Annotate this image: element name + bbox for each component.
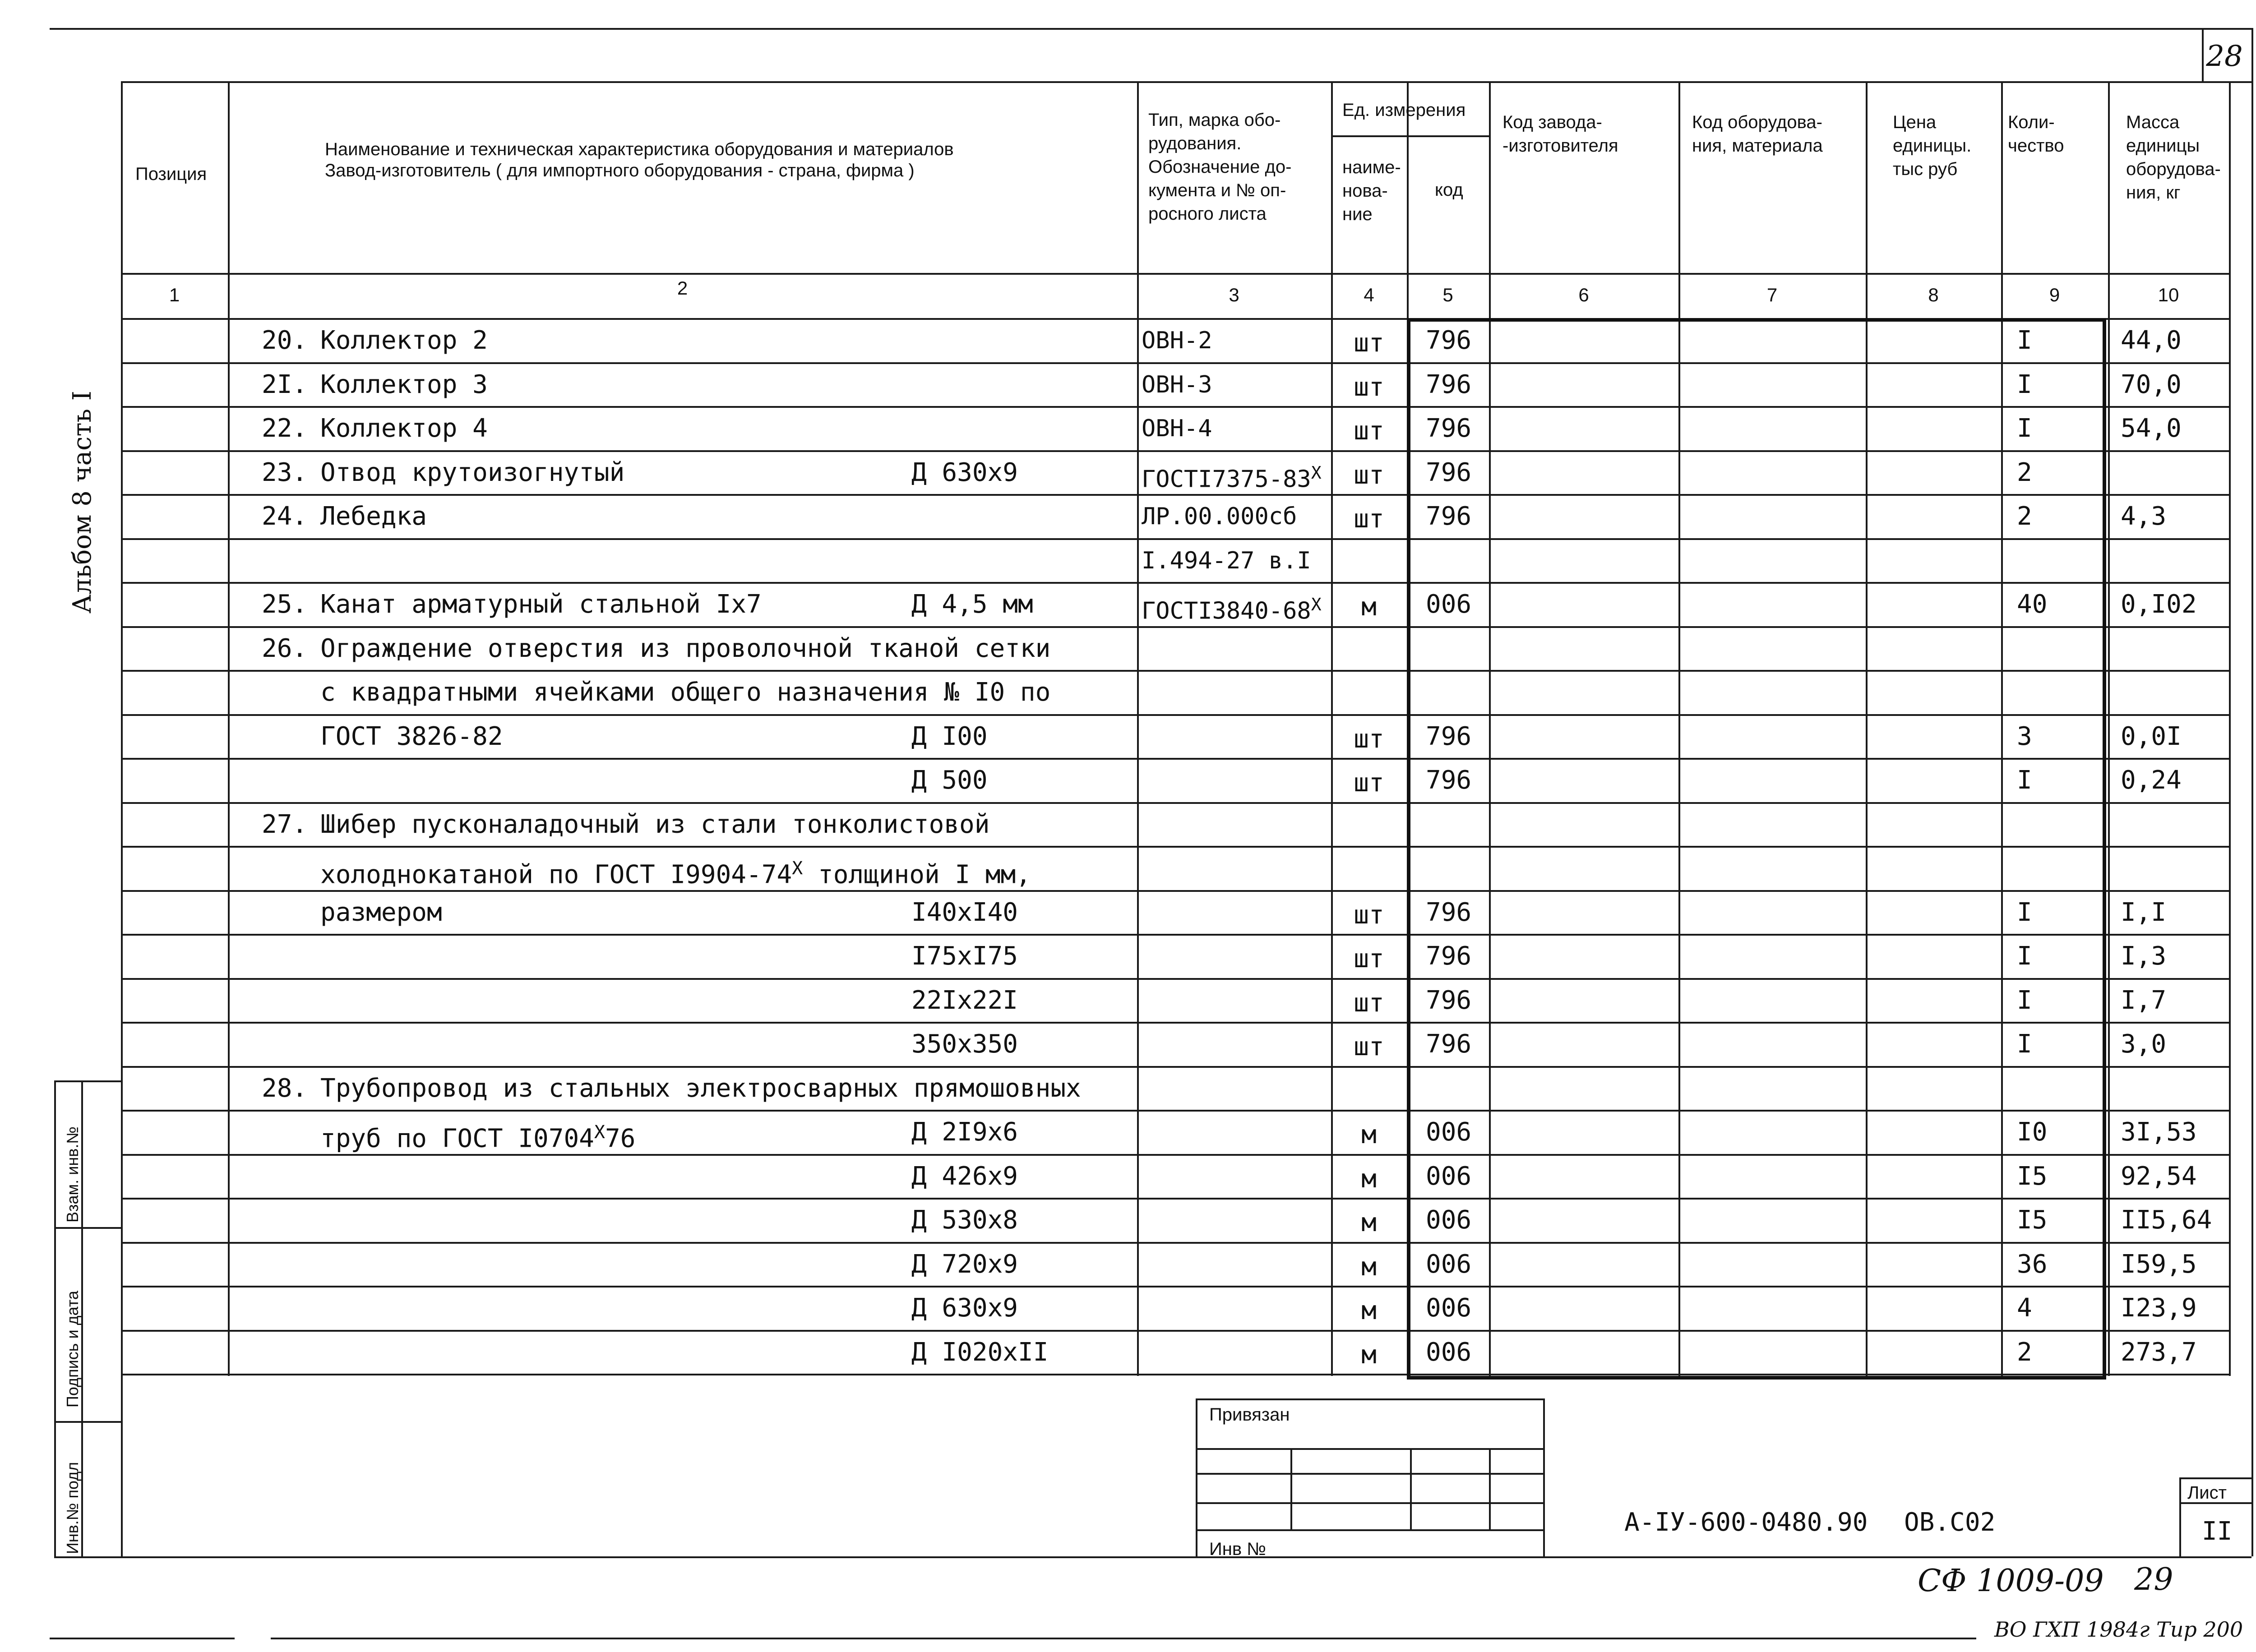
row-mass: I,7 bbox=[2121, 986, 2167, 1015]
row-dimension: I40хI40 bbox=[911, 898, 1018, 927]
column-number: 5 bbox=[1442, 284, 1453, 305]
list-box-line bbox=[2179, 1477, 2181, 1556]
list-label: Лист bbox=[2187, 1483, 2227, 1503]
row-line bbox=[121, 1066, 2229, 1068]
row-line bbox=[121, 934, 2229, 936]
row-number: 22. bbox=[262, 414, 308, 443]
row-name-tail: 76 bbox=[605, 1124, 636, 1154]
header-mass bbox=[2126, 111, 2221, 204]
header-equip-line: Код оборудова- bbox=[1692, 112, 1822, 132]
row-dimension: 22Iх22I bbox=[911, 986, 1018, 1015]
row-name: Лебедка bbox=[320, 502, 427, 531]
row-qty: I0 bbox=[2017, 1117, 2048, 1147]
column-line bbox=[228, 81, 230, 1376]
unit-split-line bbox=[1331, 135, 1489, 137]
row-mass: I23,9 bbox=[2121, 1293, 2197, 1323]
row-line bbox=[121, 978, 2229, 980]
row-number: 27. bbox=[262, 810, 308, 839]
row-name: труб по ГОСТ $I0704^Х76$ bbox=[320, 1122, 636, 1154]
row-mass: 3,0 bbox=[2121, 1029, 2167, 1059]
row-unit: шт bbox=[1354, 944, 1384, 974]
stamp-line bbox=[1489, 1448, 1491, 1529]
row-dimension: Д 2I9х6 bbox=[911, 1117, 1018, 1147]
row-line bbox=[121, 670, 2229, 672]
row-code: 796 bbox=[1426, 414, 1472, 443]
row-code: 006 bbox=[1426, 1250, 1472, 1279]
header-mass-line: Масса bbox=[2126, 112, 2180, 132]
row-number: 24. bbox=[262, 502, 308, 531]
header-factory-line: Код завода- bbox=[1502, 112, 1602, 132]
doc-code: А-IУ-600-0480.90 bbox=[1624, 1508, 1868, 1537]
row-qty: I bbox=[2017, 986, 2032, 1015]
row-line bbox=[121, 538, 2229, 540]
header-bottom-line bbox=[121, 273, 2229, 275]
row-name: Трубопровод из стальных электросварных прямошовных bbox=[320, 1074, 1081, 1103]
row-type: $ГОСТI7375-83^Х$ bbox=[1142, 463, 1322, 493]
row-mass: II5,64 bbox=[2121, 1205, 2212, 1235]
column-number: 8 bbox=[1928, 284, 1939, 305]
row-name: холоднокатаной по ГОСТ $I9904-74^Х$ толщиной I мм, bbox=[320, 858, 1031, 890]
row-name: Коллектор 4 bbox=[320, 414, 488, 443]
row-name: Отвод крутоизогнутый bbox=[320, 458, 625, 487]
row-code: 006 bbox=[1426, 1338, 1472, 1367]
row-type: I.494-27 в.I bbox=[1142, 547, 1311, 574]
row-mass: I,3 bbox=[2121, 941, 2167, 971]
row-qty: 36 bbox=[2017, 1250, 2048, 1279]
row-unit: шт bbox=[1354, 461, 1384, 490]
row-dimension: 350х350 bbox=[911, 1029, 1018, 1059]
header-type bbox=[1148, 108, 1291, 226]
row-code: 796 bbox=[1426, 722, 1472, 751]
row-line bbox=[121, 1154, 2229, 1156]
row-name: Ограждение отверстия из проволочной тканой сетки bbox=[320, 634, 1051, 663]
row-unit: шт bbox=[1354, 373, 1384, 402]
row-type: ОВН-4 bbox=[1142, 415, 1212, 442]
row-line bbox=[121, 450, 2229, 452]
row-number: 23. bbox=[262, 458, 308, 487]
column-line bbox=[1678, 81, 1680, 1376]
row-code: 796 bbox=[1426, 326, 1472, 355]
header-qty bbox=[2008, 111, 2064, 157]
row-name: Коллектор 2 bbox=[320, 326, 488, 355]
stamp-line bbox=[1410, 1448, 1412, 1529]
row-unit: м bbox=[1361, 1120, 1377, 1149]
row-mass: 273,7 bbox=[2121, 1338, 2197, 1367]
header-price-line: единицы. bbox=[1893, 136, 1972, 156]
row-name-tail: толщиной I мм, bbox=[803, 860, 1031, 890]
table-right-line bbox=[2229, 81, 2231, 1376]
inv-no-label: Инв № bbox=[1209, 1539, 1267, 1559]
row-number: 2I. bbox=[262, 370, 308, 399]
privyazan-label: Привязан bbox=[1209, 1405, 1290, 1425]
row-unit: шт bbox=[1354, 724, 1384, 754]
stamp-line bbox=[1196, 1448, 1543, 1450]
side-strip-outer bbox=[54, 1080, 56, 1556]
row-unit: м bbox=[1361, 1208, 1377, 1237]
row-type: $ГОСТI3840-68^Х$ bbox=[1142, 595, 1322, 625]
header-name-line1: Наименование и техническая характеристика оборудования и материалов bbox=[325, 139, 954, 159]
row-line bbox=[121, 406, 2229, 408]
row-name: ГОСТ 3826-82 bbox=[320, 722, 503, 751]
header-unit-name-line: наиме- bbox=[1342, 157, 1401, 177]
row-unit: шт bbox=[1354, 328, 1384, 358]
row-unit: шт bbox=[1354, 416, 1384, 446]
row-qty: I bbox=[2017, 898, 2032, 927]
row-line bbox=[121, 1286, 2229, 1287]
row-number: 25. bbox=[262, 590, 308, 619]
row-mass: 70,0 bbox=[2121, 370, 2182, 399]
stamp-line bbox=[1196, 1502, 1543, 1504]
row-qty: I5 bbox=[2017, 1205, 2048, 1235]
column-line bbox=[2001, 81, 2003, 1376]
row-dimension: Д 630х9 bbox=[911, 1293, 1018, 1323]
header-qty-line: Коли- bbox=[2008, 112, 2055, 132]
row-code: 006 bbox=[1426, 1293, 1472, 1323]
row-mass: 0,24 bbox=[2121, 766, 2182, 795]
row-unit: шт bbox=[1354, 988, 1384, 1018]
header-qty-line: чество bbox=[2008, 136, 2064, 156]
row-name: Канат арматурный стальной Iх7 bbox=[320, 590, 762, 619]
row-code: 796 bbox=[1426, 370, 1472, 399]
column-line bbox=[1489, 81, 1491, 1376]
header-unit: Ед. измерения bbox=[1342, 100, 1466, 120]
row-qty: 2 bbox=[2017, 1338, 2032, 1367]
row-number: 20. bbox=[262, 326, 308, 355]
thick-box-left bbox=[1407, 318, 1410, 1376]
header-name-line2: Завод-изготовитель ( для импортного оборудования - страна, фирма ) bbox=[325, 161, 915, 180]
row-dimension: Д 500 bbox=[911, 766, 988, 795]
row-name: Шибер пусконаладочный из стали тонколистовой bbox=[320, 810, 990, 839]
header-type-line: Обозначение до- bbox=[1148, 157, 1292, 177]
header-unit-name bbox=[1342, 156, 1401, 226]
stamp-line bbox=[1196, 1473, 1543, 1475]
column-number: 1 bbox=[169, 284, 180, 305]
row-number: 26. bbox=[262, 634, 308, 663]
frame-right-line bbox=[2251, 28, 2253, 1556]
row-code: 796 bbox=[1426, 986, 1472, 1015]
row-line bbox=[121, 1242, 2229, 1244]
row-line bbox=[121, 494, 2229, 496]
row-qty: 2 bbox=[2017, 458, 2032, 487]
bottom-border-line bbox=[54, 1556, 121, 1558]
inv-podl-label: Инв.№ подл bbox=[63, 1462, 82, 1554]
column-number: 6 bbox=[1578, 284, 1589, 305]
header-mass-line: ния, кг bbox=[2126, 183, 2181, 203]
row-mass: 92,54 bbox=[2121, 1162, 2197, 1191]
row-line bbox=[121, 1198, 2229, 1200]
stamp-line bbox=[1196, 1398, 1543, 1400]
header-price-line: Цена bbox=[1893, 112, 1937, 132]
header-unit-name-line: ние bbox=[1342, 204, 1373, 224]
row-unit: шт bbox=[1354, 504, 1384, 534]
column-line bbox=[1866, 81, 1868, 1376]
stamp-line bbox=[1543, 1398, 1545, 1556]
row-dimension: Д 720х9 bbox=[911, 1250, 1018, 1279]
row-type: ОВН-2 bbox=[1142, 327, 1212, 354]
column-number: 10 bbox=[2158, 284, 2179, 305]
row-mass: 54,0 bbox=[2121, 414, 2182, 443]
row-unit: м bbox=[1361, 1164, 1377, 1194]
row-dimension: Д I020хII bbox=[911, 1338, 1049, 1367]
row-line bbox=[121, 362, 2229, 364]
row-mass: 3I,53 bbox=[2121, 1117, 2197, 1147]
row-line bbox=[121, 626, 2229, 628]
column-line bbox=[1137, 81, 1139, 1376]
row-qty: 3 bbox=[2017, 722, 2032, 751]
row-mass: 4,3 bbox=[2121, 502, 2167, 531]
stamp-line bbox=[1290, 1448, 1292, 1529]
vzam-inv-label: Взам. инв.№ bbox=[63, 1126, 82, 1223]
row-unit: шт bbox=[1354, 768, 1384, 798]
superscript: Х bbox=[1311, 463, 1322, 483]
row-qty: I bbox=[2017, 941, 2032, 971]
side-strip-split2 bbox=[54, 1421, 121, 1423]
row-line bbox=[121, 802, 2229, 804]
row-mass: 0,I02 bbox=[2121, 590, 2197, 619]
row-code: 006 bbox=[1426, 1205, 1472, 1235]
header-unit-name-line: нова- bbox=[1342, 181, 1388, 201]
row-type: ЛР.00.000сб bbox=[1142, 503, 1297, 530]
row-unit: шт bbox=[1354, 900, 1384, 930]
row-qty: I bbox=[2017, 414, 2032, 443]
row-name: размером bbox=[320, 898, 442, 927]
header-price-line: тыс руб bbox=[1893, 159, 1958, 179]
header-type-line: росного листа bbox=[1148, 204, 1267, 224]
row-qty: I bbox=[2017, 766, 2032, 795]
row-dimension: Д 426х9 bbox=[911, 1162, 1018, 1191]
margin-line bbox=[50, 1638, 235, 1639]
row-type: ОВН-3 bbox=[1142, 371, 1212, 398]
stamp-line bbox=[1196, 1529, 1543, 1531]
bottom-border-line bbox=[121, 1556, 2251, 1558]
row-code: 006 bbox=[1426, 1117, 1472, 1147]
header-position: Позиция bbox=[135, 164, 207, 184]
list-box-line bbox=[2179, 1477, 2251, 1479]
row-mass: 44,0 bbox=[2121, 326, 2182, 355]
archive-number: СФ 1009-09 bbox=[1918, 1563, 2104, 1599]
row-line bbox=[121, 1330, 2229, 1332]
header-mass-line: оборудова- bbox=[2126, 159, 2221, 179]
superscript: Х bbox=[792, 858, 803, 879]
column-number: 9 bbox=[2049, 284, 2060, 305]
handwritten-page: 29 bbox=[2134, 1562, 2173, 1597]
list-value: II bbox=[2202, 1517, 2233, 1546]
row-name: Коллектор 3 bbox=[320, 370, 488, 399]
row-code: 006 bbox=[1426, 1162, 1472, 1191]
row-dimension: Д 630х9 bbox=[911, 458, 1018, 487]
row-code: 796 bbox=[1426, 898, 1472, 927]
header-factory-line: -изготовителя bbox=[1502, 136, 1618, 156]
margin-line bbox=[271, 1638, 1976, 1639]
row-qty: I bbox=[2017, 326, 2032, 355]
row-mass: 0,0I bbox=[2121, 722, 2182, 751]
row-qty: I5 bbox=[2017, 1162, 2048, 1191]
row-mass: I59,5 bbox=[2121, 1250, 2197, 1279]
row-dimension: Д 530х8 bbox=[911, 1205, 1018, 1235]
header-type-line: кумента и № оп- bbox=[1148, 180, 1286, 200]
thick-box-bottom bbox=[1407, 1376, 2106, 1380]
row-line bbox=[121, 582, 2229, 584]
row-line bbox=[121, 758, 2229, 760]
header-type-line: Тип, марка обо- bbox=[1148, 110, 1281, 130]
row-code: 796 bbox=[1426, 502, 1472, 531]
row-line bbox=[121, 846, 2229, 848]
column-number: 3 bbox=[1229, 284, 1239, 305]
row-qty: I bbox=[2017, 1029, 2032, 1059]
header-unit-code: код bbox=[1435, 180, 1463, 200]
header-equip bbox=[1692, 111, 1823, 157]
superscript: Х bbox=[594, 1122, 605, 1143]
row-qty: I bbox=[2017, 370, 2032, 399]
row-name: с квадратными ячейками общего назначения № I0 по bbox=[320, 678, 1051, 707]
table-top-line bbox=[121, 81, 2251, 83]
row-unit: м bbox=[1361, 592, 1377, 622]
row-line bbox=[121, 1110, 2229, 1112]
row-code: 796 bbox=[1426, 1029, 1472, 1059]
header-type-line: рудования. bbox=[1148, 134, 1242, 153]
podpis-label: Подпись и дата bbox=[63, 1291, 82, 1407]
thick-box-top bbox=[1407, 318, 2106, 322]
row-qty: 4 bbox=[2017, 1293, 2032, 1323]
row-dimension: I75хI75 bbox=[911, 941, 1018, 971]
header-price bbox=[1893, 111, 1971, 181]
row-dimension: Д I00 bbox=[911, 722, 988, 751]
row-line bbox=[121, 1374, 2229, 1375]
row-number: 28. bbox=[262, 1074, 308, 1103]
row-line bbox=[121, 1022, 2229, 1024]
side-strip-top bbox=[54, 1080, 121, 1082]
row-mass: I,I bbox=[2121, 898, 2167, 927]
print-note: ВО ГХП 1984г Тир 200 bbox=[1994, 1617, 2243, 1642]
row-unit: м bbox=[1361, 1296, 1377, 1325]
row-qty: 40 bbox=[2017, 590, 2048, 619]
superscript: Х bbox=[1311, 595, 1322, 614]
row-code: 006 bbox=[1426, 590, 1472, 619]
header-equip-line: ния, материала bbox=[1692, 136, 1823, 156]
row-unit: м bbox=[1361, 1252, 1377, 1282]
column-number: 2 bbox=[677, 277, 688, 299]
top-border-line bbox=[50, 28, 2251, 30]
header-factory bbox=[1502, 111, 1618, 157]
row-code: 796 bbox=[1426, 941, 1472, 971]
album-label: Альбом 8 часть I bbox=[68, 391, 97, 614]
row-unit: м bbox=[1361, 1340, 1377, 1370]
row-line bbox=[121, 890, 2229, 892]
row-line bbox=[121, 714, 2229, 716]
sheet-code: ОВ.С02 bbox=[1904, 1508, 1996, 1537]
thick-box-right bbox=[2103, 318, 2106, 1376]
top-sheet-number: 28 bbox=[2206, 40, 2243, 73]
header-mass-line: единицы bbox=[2126, 136, 2200, 156]
row-dimension: Д 4,5 мм bbox=[911, 590, 1033, 619]
column-number: 4 bbox=[1364, 284, 1374, 305]
row-unit: шт bbox=[1354, 1032, 1384, 1061]
stamp-line bbox=[1196, 1398, 1197, 1556]
row-code: 796 bbox=[1426, 458, 1472, 487]
column-number: 7 bbox=[1766, 284, 1778, 305]
row-code: 796 bbox=[1426, 766, 1472, 795]
side-strip-split1 bbox=[54, 1227, 121, 1229]
row-qty: 2 bbox=[2017, 502, 2032, 531]
column-line bbox=[2108, 81, 2110, 1376]
